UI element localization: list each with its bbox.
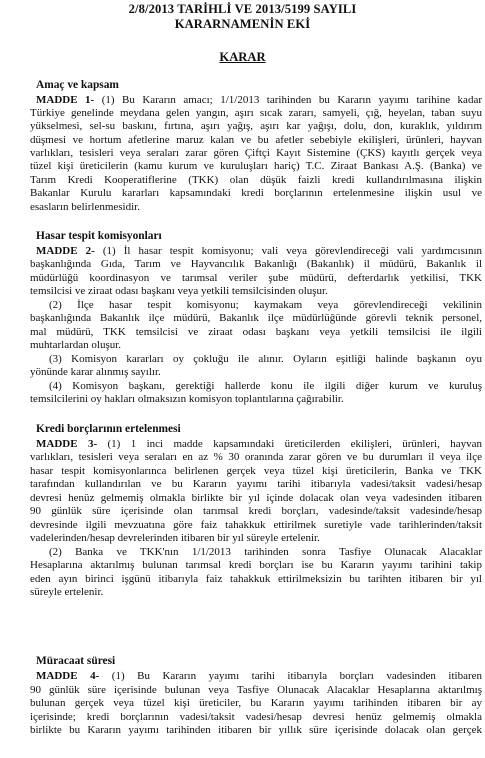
paragraph-line: hasar tespit komisyonlarınca belirlenen gerçek veya tüzel kişi üreticilerin, Banka ve TKK bbox=[30, 465, 482, 477]
paragraph-line: MADDE 4- (1) Bu Kararın yayımı tarihi itibarıyla borçları vadesinden itibaren bbox=[36, 670, 482, 682]
paragraph-line: başkanlığında Gıda, Tarım ve Hayvancılık Bakanlığı (Bakanlık) il müdürü, Bakanlık il bbox=[30, 258, 482, 270]
paragraph-line: devresi henüz gelmemiş olmakla birlikte bir yıl içinde dolacak olan veya vadesinden itibaren bbox=[30, 492, 482, 504]
paragraph-line: varlıkları, tesisleri veya seraları zarar gören Çiftçi Kayıt Sistemine (ÇKS) kayıtlı gerçek veya bbox=[30, 147, 482, 159]
section-title: Müracaat süresi bbox=[36, 655, 116, 667]
paragraph-line: birlikte bu Kararın yayımı tarihinden itibaren bir yıllık süre içerisinde dolacak olan gerçek bbox=[30, 724, 482, 736]
madde-label: MADDE 1- bbox=[36, 94, 95, 106]
paragraph-line: yükselmesi, sel-su baskını, fırtına, aşırı yağış, aşırı kar yağışı, dolu, don, kuraklık, yıldırım bbox=[30, 120, 482, 132]
section-title: Hasar tespit komisyonları bbox=[36, 230, 162, 242]
madde-label: MADDE 4- bbox=[36, 670, 100, 682]
paragraph-line: içerisinde; kredi borçlarının vadesi/taksit vadesi/hesap devresi henüz gelmemiş olmakla bbox=[30, 711, 482, 723]
paragraph-line: (2) Banka ve TKK'nın 1/1/2013 tarihinden sonra Tasfiye Olunacak Alacaklar bbox=[49, 546, 482, 558]
paragraph-line: (2) İlçe hasar tespit komisyonu; kaymakam veya görevlendireceği vekilinin bbox=[49, 299, 482, 311]
section-title: Kredi borçlarının ertelenmesi bbox=[36, 423, 181, 435]
section-title: Amaç ve kapsam bbox=[36, 79, 119, 91]
paragraph-line: eden ayın birinci işgünü itibarıyla faiz tahakkuk ettirilmeksizin bu tarihten itibaren bir yıl bbox=[30, 573, 482, 585]
karar-heading: KARAR bbox=[219, 50, 266, 64]
paragraph-line: varlıkları, tesisleri veya seraları en az % 30 oranında zarar gören ve bu durumları il veya ilçe bbox=[30, 451, 482, 463]
header-subtitle: KARARNAMENİN EKİ bbox=[174, 17, 311, 31]
paragraph-line: Hesaplarına aktarılmış bulunan tarımsal kredi borçları ise bu Kararın yayımı tarihini takip bbox=[30, 559, 482, 571]
paragraph-line: 90 günlük süre içerisinde olan tarımsal kredi borçları, vadesinde/taksit vadesinde/hesap bbox=[30, 505, 482, 517]
paragraph-line: bulunan gerçek veya tüzel kişi üreticiler, bu Kararın yayımı tarihinden itibaren bir ay bbox=[30, 697, 482, 709]
paragraph-line: süreyle ertelenir. bbox=[30, 586, 104, 598]
paragraph-line: başkanlığında Bakanlık ilçe müdürü, Bakanlık ilçe müdürlüğünde görevli teknik personel, bbox=[30, 312, 482, 324]
madde-label: MADDE 3- bbox=[36, 438, 98, 450]
paragraph-line: temsilcisi ve ziraat odası başkanı veya yetkili temsilcisinden oluşur. bbox=[30, 285, 328, 297]
paragraph-line: vadelerinden/hesap devrelerinden itibaren bir yıl süreyle ertelenir. bbox=[30, 532, 320, 544]
paragraph-line: Bakanlar Kurulu kararları kapsamındaki kredi borçlarının ertelenmesine ilişkin usul ve bbox=[30, 187, 482, 199]
madde-label: MADDE 2- bbox=[36, 245, 95, 257]
paragraph-line: esasların belirlenmesidir. bbox=[30, 201, 140, 213]
paragraph-line: 90 günlük süre içerisinde bulunan veya Tasfiye Olunacak Alacaklar Hesaplarına aktarılmış bbox=[30, 684, 482, 696]
paragraph-line: Türkiye genelinde meydana gelen yangın, aşırı sıcak zararı, samyeli, çığ, heyelan, taban suyu bbox=[30, 107, 482, 119]
paragraph-line: (3) Komisyon kararları oy çokluğu ile alınır. Oyların eşitliği halinde başkanın oyu bbox=[49, 353, 482, 365]
paragraph-line: tüzel kişi üreticilerin (kamu kurum ve kuruluşları hariç) T.C. Ziraat Bankası A.Ş. (Banka) ve bbox=[30, 160, 482, 172]
paragraph-line: MADDE 1- (1) Bu Kararın amacı; 1/1/2013 tarihinden bu Kararın yayımı tarihine kadar bbox=[36, 94, 482, 106]
paragraph-line: muhtarlardan oluşur. bbox=[30, 339, 122, 351]
paragraph-line: MADDE 3- (1) 1 inci madde kapsamındaki üreticilerden ekilişleri, ürünleri, hayvan bbox=[36, 438, 482, 450]
paragraph-line: MADDE 2- (1) İl hasar tespit komisyonu; vali veya görevlendireceği vali yardımcısının bbox=[36, 245, 482, 257]
paragraph-line: tarafından kullandırılan ve bu Kararın yayımı tarihi itibarıyla vadesi/taksit vadesi/hesap bbox=[30, 478, 482, 490]
paragraph-line: temsilcilerini oy hakları olmaksızın komisyon toplantılarına çağırabilir. bbox=[30, 393, 344, 405]
paragraph-line: Tarım Kredi Kooperatiflerine (TKK) olan düşük faizli kredi kullandırılmasına ilişkin bbox=[30, 174, 482, 186]
paragraph-line: mal müdürü, TKK temsilcisi ve ziraat odası başkanı veya yetkili temsilcisi ile ilgili bbox=[30, 326, 482, 338]
paragraph-line: (4) Komisyon başkanı, gerektiği hallerde konu ile ilgili diğer kurum ve kuruluş bbox=[49, 380, 482, 392]
paragraph-line: müdürlüğü koordinasyon ve tarımsal veriler şube müdürü, defterdarlık yetkilisi, TKK bbox=[30, 272, 482, 284]
paragraph-line: devresinde ilgili mevzuatına göre faiz tahakkuk ettirilmek suretiyle vade tarihlerinden/taksit bbox=[30, 519, 482, 531]
paragraph-line: düşmesi ve hortum afetlerine maruz kalan ve bu afetler sebebiyle ekilişleri, ürünleri, hayvan bbox=[30, 134, 482, 146]
paragraph-line: yönünde karar alınmış sayılır. bbox=[30, 366, 161, 378]
header-title: 2/8/2013 TARİHLİ VE 2013/5199 SAYILI bbox=[128, 2, 357, 16]
